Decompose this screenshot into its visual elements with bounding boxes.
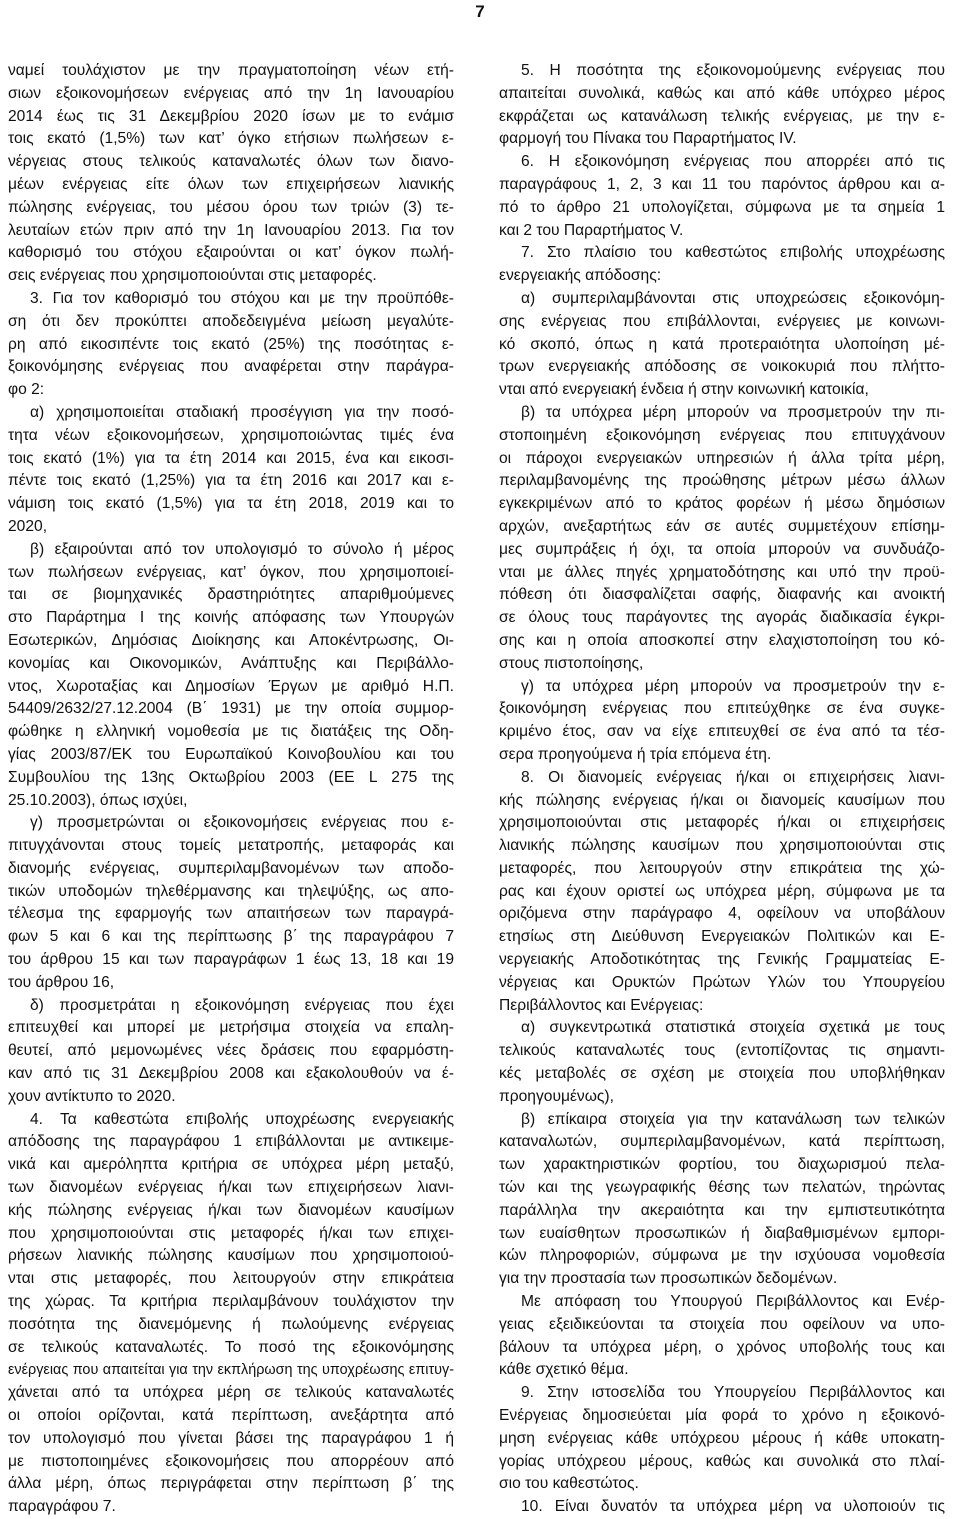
text-line: 5. Η ποσότητα της εξοικονομούμενης ενέργειας που [521, 62, 945, 79]
text-line: εγκεκριμένων από το κράτος φορέων ή μέσω δημόσιων [499, 495, 945, 513]
text-line: αρχών, ανεξαρτήτως εάν σε αυτές συμμετέχουν επίσημ- [499, 517, 945, 535]
text-line: τοις εκατό (1%) για τα έτη 2014 και 2015, ένα και εικοσι- [8, 449, 454, 467]
text-line: νέργειας στους τελικούς καταναλωτές όλων των διανο- [8, 153, 454, 171]
right-text-column [499, 60, 945, 1519]
text-line: 6. Η εξοικονόμηση ενέργειας που απορρέει από τις [521, 153, 945, 171]
text-line: απόδοσης της παραγράφου 1 επιβάλλονται με αντικειμε- [8, 1133, 454, 1151]
text-line: 2020, [8, 517, 48, 535]
text-line: λιανικής πώλησης καυσίμων που χρησιμοποιούνται στις [499, 837, 945, 855]
text-line: χάνεται από τα υπόχρεα μέρη σε τελικούς καταναλωτές [8, 1384, 454, 1402]
text-line: α) συγκεντρωτικά στατιστικά στοιχεία σχετικά με τους [521, 1019, 945, 1037]
text-line: στους πιστοποίησης, [499, 654, 644, 672]
text-line: τον υπολογισμό που γίνεται βάσει της παραγράφου 1 ή [8, 1429, 454, 1447]
text-line: 4. Τα καθεστώτα επιβολής υποχρέωσης ενεργειακής [30, 1110, 454, 1128]
text-line: Ενέργειας δημοσιεύεται μία φορά το χρόνο η εξοικονό- [499, 1407, 945, 1425]
text-line: καθορισμό του στόχου εξαιρούνται οι κατ’ όγκον πωλή- [8, 244, 454, 262]
text-line: 7. Στο πλαίσιο του καθεστώτος επιβολής υποχρέωσης [521, 244, 945, 262]
text-line: γ) τα υπόχρεα μέρη μπορούν να προσμετρούν την ε- [521, 677, 945, 695]
text-line: πιτυγχάνονται στους τομείς μετατροπής, μεταφοράς και [8, 837, 454, 855]
text-line: με πιστοποιημένες εξοικονομήσεις που απορρέουν από [8, 1452, 454, 1470]
text-line: μέων ενέργειας είτε όλων των επιχειρήσεων λιανικής [8, 175, 454, 193]
text-line: ξοικονόμηση ενέργειας που επιτεύχθηκε σε ένα συγκε- [499, 700, 945, 718]
text-line: περιλαμβανομένης της προώθησης μέτρων μέσω άλλων [499, 472, 945, 490]
text-line: στοποιημένη εξοικονόμηση ενέργειας που επιτυγχάνουν [499, 426, 945, 444]
text-line: και 2 του Παραρτήματος V. [499, 221, 684, 239]
text-line: ξοικονόμησης ενέργειας που αναφέρεται στην παράγρα- [8, 358, 454, 376]
text-line: θευτεί, από μεμονωμένες νέες δράσεις που εφαρμόστη- [8, 1042, 454, 1060]
left-text-column [8, 60, 454, 1519]
text-line: τέλεσμα της εφαρμογής των απαιτήσεων των παραγρά- [8, 905, 454, 923]
text-line: κής πώλησης ενέργειας ή/και οι διανομείς καυσίμων που [499, 791, 945, 809]
text-line: 2014 έως τις 31 Δεκεμβρίου 2020 ίσων με το ενάμισ [8, 107, 454, 125]
text-line: τρων ενεργειακής απόδοσης σε νοικοκυριά που πλήττο- [499, 358, 945, 376]
text-line: πώλησης ενέργειας, του μέσου όρου των τριών (3) τε- [8, 198, 454, 216]
text-line: του άρθρου 16, [8, 973, 115, 991]
text-line: κής πώλησης ενέργειας ή/και των διανομέων καυσίμων [8, 1201, 454, 1219]
text-line: διανομής ενέργειας, συμπεριλαμβανομένων των αποδο- [8, 859, 454, 877]
text-line: προηγουμένως), [499, 1087, 614, 1105]
text-line: 8. Οι διανομείς ενέργειας ή/και οι επιχειρήσεις λιανι- [521, 768, 945, 786]
text-line: ετησίως στη Διεύθυνση Ενεργειακών Πολιτικών και Ε- [499, 928, 945, 946]
text-line: ποσότητα της διανεμόμενης ή πωλούμενης ενέργειας [8, 1315, 454, 1333]
text-line: Με απόφαση του Υπουργού Περιβάλλοντος και Ενέρ- [521, 1293, 945, 1311]
text-line: β) επίκαιρα στοιχεία για την κατανάλωση των τελικών [521, 1110, 945, 1128]
text-line: πό το άρθρο 21 υπολογίζεται, σύμφωνα με τα σημεία 1 [499, 198, 945, 216]
text-line: της χώρας. Τα κριτήρια περιλαμβάνουν τουλάχιστον την [8, 1293, 454, 1311]
text-line: ναμεί τουλάχιστον με την πραγματοποίηση νέων ετή- [8, 62, 454, 79]
text-line: χρησιμοποιούνται στις μεταφορές ή/και οι επιχειρήσεις [499, 814, 945, 832]
text-line: κές μεταβολές σε σχέση με στοιχεία που υποβλήθηκαν [499, 1065, 945, 1083]
text-line: σε τελικούς καταναλωτές. Το ποσό της εξοικονόμησης [8, 1338, 454, 1356]
text-line: α) χρησιμοποιείται σταδιακή προσέγγιση για την ποσό- [30, 403, 454, 421]
text-line: ενεργειακής απόδοσης: [499, 267, 662, 285]
text-line: που χρησιμοποιούνται στις μεταφορές ή/και των επιχει- [8, 1224, 454, 1242]
text-line: Συμβουλίου της 13ης Οκτωβρίου 2003 (ΕΕ L 275 της [8, 768, 454, 786]
text-line: γίας 2003/87/ΕΚ του Ευρωπαϊκού Κοινοβουλίου και του [8, 745, 454, 763]
text-line: απαιτείται συνολικά, καθώς και από κάθε υπόχρεο μέρος [499, 84, 945, 102]
text-line: παραγράφους 1, 2, 3 και 11 του παρόντος άρθρου και α- [499, 175, 945, 193]
text-line: νικά και αμερόληπτα κριτήρια σε υπόχρεα μέρη μεταξύ, [8, 1156, 454, 1174]
text-line: φαρμογή του Πίνακα του Παραρτήματος IV. [499, 130, 797, 148]
text-line: οι πάροχοι ενεργειακών υπηρεσιών ή άλλα τρίτα μέρη, [499, 449, 945, 467]
text-line: γειας εξειδικεύονται τα στοιχεία που οφείλουν να υπο- [499, 1315, 945, 1333]
text-line: εκφράζεται ως κατανάλωση τελικής ενέργειας, με την ε- [499, 107, 945, 125]
text-line: τικών υποδομών τηλεθέρμανσης και τηλεψύξης, ως απο- [8, 882, 454, 900]
text-line: φο 2: [8, 381, 45, 399]
text-line: β) τα υπόχρεα μέρη μπορούν να προσμετρούν την πι- [521, 403, 945, 421]
text-line: 25.10.2003), όπως ισχύει, [8, 791, 188, 809]
text-line: 54409/2632/27.12.2004 (Β΄ 1931) με την οποία συμμορ- [8, 700, 454, 718]
text-line: καταναλωτών, συμπεριλαμβανομένων, κατά περίπτωση, [499, 1133, 945, 1151]
text-line: νάμιση τοις εκατό (1,5%) για τα έτη 2018, 2019 και το [8, 495, 454, 513]
text-line: ται σε βιομηχανικές δραστηριότητες απαριθμούμενες [8, 586, 454, 604]
text-line: α) συμπεριλαμβάνονται στις υποχρεώσεις εξοικονόμη- [521, 289, 945, 307]
text-line: κριμένο έτος, σαν να είχε επιτευχθεί σε ένα από τα τέσ- [499, 723, 945, 741]
text-line: σιο του καθεστώτος. [499, 1475, 639, 1493]
text-line: νεργειακής Αποδοτικότητας της Γενικής Γραμματείας Ε- [499, 951, 945, 969]
text-line: νται με άλλες πηγές χρηματοδότησης και υπό την προϋ- [499, 563, 945, 581]
text-line: πέντε τοις εκατό (1,25%) για τα έτη 2016 και 2017 και ε- [8, 472, 454, 490]
text-line: χουν αντίκτυπο το 2020. [8, 1087, 176, 1105]
text-line: κάθε σχετικό θέμα. [499, 1361, 629, 1379]
text-line: βάλουν τα υπόχρεα μέρη, ο χρόνος υποβολής τους και [499, 1338, 945, 1356]
text-line: λευταίων ετών πριν από την 1η Ιανουαρίου 2013. Για τον [8, 221, 454, 239]
text-line: οι οποίοι ορίζονται, κατά περίπτωση, ανεξάρτητα από [8, 1407, 454, 1425]
text-line: κονομίας και Οικονομικών, Ανάπτυξης και Περιβάλλο- [8, 654, 454, 672]
text-line: ντος, Χωροταξίας και Δημοσίων Έργων με αριθμό Η.Π. [8, 677, 454, 695]
text-line: οριζόμενα στην παράγραφο 4, οφείλουν να υποβάλουν [499, 905, 945, 923]
text-line: ρήσεων λιανικής πώλησης καυσίμων που χρησιμοποιού- [8, 1247, 454, 1265]
text-line: φων 5 και 6 και της περίπτωσης β΄ της παραγράφου 7 [8, 928, 454, 946]
text-line: 3. Για τον καθορισμό του στόχου και με την προϋπόθε- [30, 289, 454, 307]
text-line: κών πληροφοριών, σύμφωνα με την ισχύουσα νομοθεσία [499, 1247, 945, 1265]
text-line: κό σκοπό, όπως η κατά προτεραιότητα υλοποίηση μέ- [499, 335, 945, 353]
text-line: σερα προηγούμενα ή τρία επόμενα έτη. [499, 745, 772, 763]
text-line: τών και της γεωγραφικής θέσης των πελατών, τηρώντας [499, 1179, 945, 1197]
text-line: νται από ενεργειακή ένδεια ή στην κοινωνική κατοικία, [499, 381, 869, 399]
text-line: γ) προσμετρώνται οι εξοικονομήσεις ενέργειας που ε- [30, 814, 454, 832]
page-number: 7 [475, 2, 485, 21]
text-line: 10. Είναι δυνατόν τα υπόχρεα μέρη να υλοποιούν τις [521, 1498, 945, 1516]
text-line: β) εξαιρούνται από τον υπολογισμό το σύνολο ή μέρος [30, 540, 454, 558]
text-line: σης ενέργειας που επιβάλλονται, ενέργειες με κοινωνι- [499, 312, 945, 330]
text-line: νέργειας και Ορυκτών Πρώτων Υλών του Υπουργείου [499, 973, 945, 991]
text-line: σεις ενέργειας που χρησιμοποιούνται στις μεταφορές. [8, 267, 377, 285]
text-line: σιων εξοικονομήσεων ενέργειας από την 1η Ιανουαρίου [8, 84, 454, 102]
text-line: Εσωτερικών, Δημόσιας Διοίκησης και Αποκέντρωσης, Οι- [8, 631, 454, 649]
text-line: άλλα μέρη, όπως περιγράφεται στην περίπτωση β΄ της [8, 1475, 454, 1493]
text-line: σης και η οποία αποσκοπεί στην ελαχιστοποίηση του κό- [499, 631, 945, 649]
text-line: μηση ενέργειας κάθε υπόχρεου μέρους ή κάθε υποκατη- [499, 1429, 945, 1447]
text-line: δ) προσμετράται η εξοικονόμηση ενέργειας που έχει [30, 996, 454, 1014]
text-line: γορίας υπόχρεου μέρους, καθώς και συνολικά στο πλαί- [499, 1452, 945, 1470]
text-line: παραγράφου 7. [8, 1498, 116, 1516]
text-line: νται στις μεταφορές, που λειτουργούν στην επικράτεια [8, 1270, 454, 1288]
text-line: των διανομέων ενέργειας ή/και των επιχειρήσεων λιανι- [8, 1179, 454, 1197]
text-line: των χαρακτηριστικών φορτίου, του διαχωρισμού πελα- [499, 1156, 945, 1174]
text-line: τοις εκατό (1,5%) των κατ’ όγκο ετήσιων πωλήσεων ε- [8, 130, 454, 148]
text-line: τητα νέων εξοικονομήσεων, χρησιμοποιώντας τιμές ένα [8, 426, 454, 444]
text-line: για την προστασία των προσωπικών δεδομένων. [499, 1270, 838, 1288]
text-line: των πωλήσεων ενέργειας, κατ’ όγκον, που χρησιμοποιεί- [8, 563, 454, 581]
text-line: Περιβάλλοντος και Ενέργειας: [499, 996, 704, 1014]
text-line: τελικούς καταναλωτές τους (εντοπίζοντας τις σημαντι- [499, 1042, 945, 1060]
text-line: μεταφορές, που λειτουργούν στην επικράτεια της χώ- [499, 859, 945, 877]
text-line: επιτευχθεί και μπορεί με μετρήσιμα στοιχεία να επαλη- [8, 1019, 454, 1037]
text-line: πόθεση ότι διασφαλίζεται σαφής, διαφανής και ανοικτή [499, 586, 945, 604]
text-line: στο Παράρτημα Ι της κοινής απόφασης των Υπουργών [8, 609, 454, 627]
text-line: ρας και έχουν οριστεί ως υπόχρεα μέρη, σύμφωνα με τα [499, 882, 945, 900]
text-line: σε όλους τους παράγοντες της αγοράς διαδικασία έγκρι- [499, 609, 945, 627]
text-line: παράλληλα την ακεραιότητα και την εμπιστευτικότητα [499, 1201, 945, 1219]
text-line: 9. Στην ιστοσελίδα του Υπουργείου Περιβάλλοντος και [521, 1384, 945, 1402]
text-line: των ευαίσθητων προσωπικών ή διαβαθμισμένων εμπορι- [499, 1224, 945, 1242]
text-line: ρη από εικοσιπέντε τοις εκατό (25%) της ποσότητας ε- [8, 335, 454, 353]
text-line: καν από τις 31 Δεκεμβρίου 2008 και εξακολουθούν να έ- [8, 1065, 454, 1083]
text-line: ση ότι δεν προκύπτει αποδεδειγμένα μείωση μεγαλύτε- [8, 312, 454, 330]
text-line: του άρθρου 15 και των παραγράφων 1 έως 13, 18 και 19 [8, 951, 454, 969]
text-line: ενέργειας που απαιτείται για την εκπλήρωση της υποχρέωσης επιτυγ- [8, 1362, 454, 1379]
text-line: φώθηκε η ελληνική νομοθεσία με τις διατάξεις της Οδη- [8, 723, 454, 741]
text-line: μες συμπράξεις ή όχι, τα οποία μπορούν να συνδυάζο- [499, 540, 945, 558]
